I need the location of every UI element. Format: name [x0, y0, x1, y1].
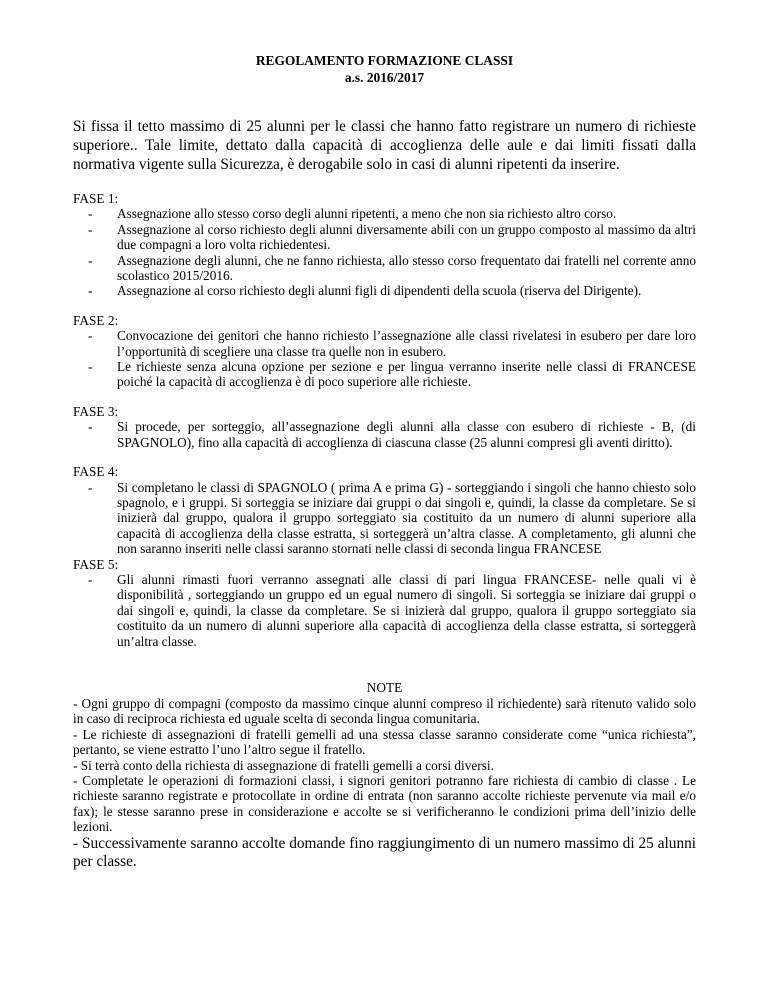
note-line: - Completate le operazioni di formazioni classi, i signori genitori potranno fare richiesta di cambio di classe . Le richieste saranno registrate e protocollate in ordine di entrata (non saranno accolte richieste pervenute via mail e/o fax); le stesse saranno prese in considerazione e accolte se si verificheranno le condizioni prima dell’inizio delle lezioni. [73, 773, 696, 835]
list-item: - Assegnazione al corso richiesto degli alunni figli di dipendenti della scuola (riserva del Dirigente). [88, 283, 642, 299]
document-title: REGOLAMENTO FORMAZIONE CLASSI [255, 53, 514, 68]
phase-items [73, 206, 696, 298]
note-line: - Ogni gruppo di compagni (composto da massimo cinque alunni compreso il richiedente) sarà ritenuto valido solo in caso di reciproca richiesta ed uguale scelta di seconda lingua comunitaria. [73, 695, 696, 727]
list-item-text: Assegnazione al corso richiesto degli alunni figli di dipendenti della scuola (riserva del Dirigente). [117, 283, 642, 299]
list-item: - Assegnazione degli alunni, che ne fanno richiesta, allo stesso corso frequentato dai fratelli nel corrente anno scolastico 2015/2016. [88, 252, 696, 284]
phase-items [73, 328, 696, 390]
document-header [73, 0, 696, 86]
list-item: - Assegnazione al corso richiesto degli alunni diversamente abili con un gruppo composto al massimo da altri due compagni a loro volta richiedentesi. [88, 221, 696, 253]
phase-items [73, 572, 696, 649]
phase-items [73, 419, 696, 450]
list-item-text: Assegnazione al corso richiesto degli alunni diversamente abili con un gruppo composto al massimo da altri due compagni a loro volta richiedentesi. [117, 221, 696, 253]
list-item: - Convocazione dei genitori che hanno richiesto l’assegnazione alle classi rivelatesi in esubero per dare loro l’opportunità di scegliere una classe tra quelle non in esubero. [88, 328, 696, 359]
notes-heading: NOTE [366, 679, 403, 695]
school-year: a.s. 2016/2017 [344, 70, 425, 85]
list-item-text: Si completano le classi di SPAGNOLO ( prima A e prima G) - sorteggiando i singoli che hanno chiesto solo spagnolo, e i gruppi. Si sorteggia se iniziare dai gruppi o dai singoli e, quindi, la classe da completare. Se si inizierà dal gruppo, qualora il gruppo sorteggiato sia costituito da un numero di alunni superiore alla capacità di accoglienza della classe estratta, si sorteggerà un’altra classe. A completamento, gli alunni che non saranno inseriti nelle classi saranno stornati nelle classi di seconda lingua FRANCESE [117, 479, 696, 557]
list-item-text: Assegnazione allo stesso corso degli alunni ripetenti, a meno che non sia richiesto altro corso. [117, 206, 617, 222]
phase-5 [73, 557, 696, 649]
intro-paragraph: Si fissa il tetto massimo di 25 alunni per le classi che hanno fatto registrare un numero di richieste superiore.. Tale limite, dettato dalla capacità di accoglienza delle aule e dai limiti fissati dalla normativa vigente sulla Sicurezza, è derogabile solo in casi di alunni ripetenti da inserire. [73, 118, 696, 173]
list-item-text: Le richieste senza alcuna opzione per sezione e per lingua verranno inserite nelle classi di FRANCESE poiché la capacità di accoglienza è di poco superiore alle richieste. [117, 359, 696, 390]
list-item-text: Gli alunni rimasti fuori verranno assegnati alle classi di pari lingua FRANCESE- nelle quali vi è disponibilità , sorteggiando un gruppo ed un egual numero di singoli. Si sorteggia se iniziare dai gruppi o dai singoli e, quindi, la classe da completare. Se si inizierà dal gruppo, qualora il gruppo sorteggiato sia costituito da un numero di alunni superiore alla capacità di accoglienza della classe estratta, si sorteggerà un’altra classe. [117, 571, 696, 649]
phase-4 [73, 464, 696, 556]
phase-label: FASE 3: [73, 403, 119, 419]
phase-items [73, 480, 696, 557]
list-item-text: Si procede, per sorteggio, all’assegnazione degli alunni alla classe con esubero di richieste - B, (di SPAGNOLO), fino alla capacità di accoglienza di ciascuna classe (25 alunni compresi gli aventi diritto). [117, 419, 696, 450]
phase-label: FASE 1: [73, 191, 119, 206]
list-item-text: Convocazione dei genitori che hanno richiesto l’assegnazione alle classi rivelatesi in esubero per dare loro l’opportunità di scegliere una classe tra quelle non in esubero. [117, 328, 696, 359]
phase-2 [73, 313, 696, 390]
phase-label: FASE 2: [73, 312, 119, 328]
notes-section [73, 696, 696, 871]
note-line: - Le richieste di assegnazioni di fratelli gemelli ad una stessa classe saranno considerate come “unica richiesta”, pertanto, se viene estratto l’uno l’altro segue il fratello. [73, 726, 696, 758]
list-item: - Si completano le classi di SPAGNOLO ( prima A e prima G) - sorteggiando i singoli che hanno chiesto solo spagnolo, e i gruppi. Si sorteggia se iniziare dai gruppi o dai singoli e, quindi, la classe da completare. Se si inizierà dal gruppo, qualora il gruppo sorteggiato sia costituito da un numero di alunni superiore alla capacità di accoglienza della classe estratta, si sorteggerà un’altra classe. A completamento, gli alunni che non saranno inseriti nelle classi saranno stornati nelle classi di seconda lingua FRANCESE [88, 479, 696, 557]
phase-label: FASE 4: [73, 464, 119, 480]
phase-1 [73, 191, 696, 299]
note-line: - Si terrà conto della richiesta di assegnazione di fratelli gemelli a corsi diversi. [73, 757, 494, 773]
note-final-line: - Successivamente saranno accolte domande fino raggiungimento di un numero massimo di 25 alunni per classe. [73, 834, 696, 870]
list-item-text: Assegnazione degli alunni, che ne fanno richiesta, allo stesso corso frequentato dai fratelli nel corrente anno scolastico 2015/2016. [117, 252, 696, 284]
list-item: - Assegnazione allo stesso corso degli alunni ripetenti, a meno che non sia richiesto altro corso. [88, 206, 617, 222]
phase-3 [73, 404, 696, 450]
list-item: - Si procede, per sorteggio, all’assegnazione degli alunni alla classe con esubero di richieste - B, (di SPAGNOLO), fino alla capacità di accoglienza di ciascuna classe (25 alunni compresi gli aventi diritto). [88, 419, 696, 450]
list-item: - Le richieste senza alcuna opzione per sezione e per lingua verranno inserite nelle classi di FRANCESE poiché la capacità di accoglienza è di poco superiore alle richieste. [88, 359, 696, 390]
phase-label: FASE 5: [73, 556, 119, 572]
list-item: - Gli alunni rimasti fuori verranno assegnati alle classi di pari lingua FRANCESE- nelle quali vi è disponibilità , sorteggiando un gruppo ed un egual numero di singoli. Si sorteggia se iniziare dai gruppi o dai singoli e, quindi, la classe da completare. Se si inizierà dal gruppo, qualora il gruppo sorteggiato sia costituito da un numero di alunni superiore alla capacità di accoglienza della classe estratta, si sorteggerà un’altra classe. [88, 571, 696, 649]
